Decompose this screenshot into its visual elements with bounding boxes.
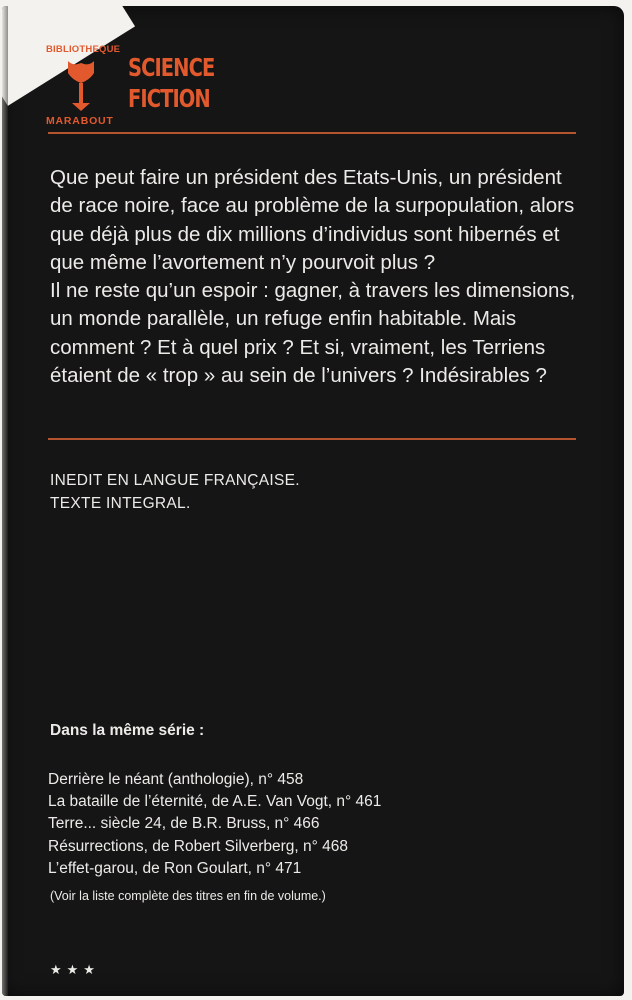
marabout-bird-emblem-icon [64,59,98,113]
blurb-text [50,164,590,390]
spine-edge [2,6,8,996]
list-item: Derrière le néant (anthologie), n° 458 [48,771,304,788]
divider-middle [48,438,576,440]
series-logo [46,44,216,134]
back-cover [2,6,624,996]
series-title [128,52,215,114]
series-title-line2: FICTION [128,84,210,113]
series-title-line1: SCIENCE [128,53,215,82]
list-item: L’effet-garou, de Ron Goulart, n° 471 [48,859,302,877]
publisher-name: MARABOUT [46,115,114,127]
mention-line-1: INEDIT EN LANGUE FRANÇAISE. [50,472,300,489]
rating-stars: ★★★ [50,962,100,977]
series-list-heading: Dans la même série : [50,722,205,739]
list-item: Terre... siècle 24, de B.R. Bruss, n° 466 [48,815,320,833]
edition-mentions [50,469,300,515]
mention-line-2: TEXTE INTEGRAL. [50,495,191,512]
series-list [48,769,381,880]
divider-top [48,132,576,134]
blurb-paragraph-2: Il ne reste qu’un espoir : gagner, à travers les dimensions, un monde parallèle, un refuge enfin habitable. Mais comment ? Et à quel prix ? Et si, vraiment, les Terriens étaient de « trop » au sein de l’univers ? Indésirables ? [50,279,576,388]
collection-label: BIBLIOTHEQUE [46,44,121,55]
list-item: La bataille de l’éternité, de A.E. Van Vogt, n° 461 [48,793,382,811]
catalog-note: (Voir la liste complète des titres en fin de volume.) [50,889,326,903]
blurb-paragraph-1: Que peut faire un président des Etats-Unis, un président de race noire, face au problème de la surpopulation, alors que déjà plus de dix millions d’individus sont hibernés et que même l’avortement n’y pourvoit plus ? [50,166,575,274]
list-item: Résurrections, de Robert Silverberg, n° 468 [48,837,348,855]
